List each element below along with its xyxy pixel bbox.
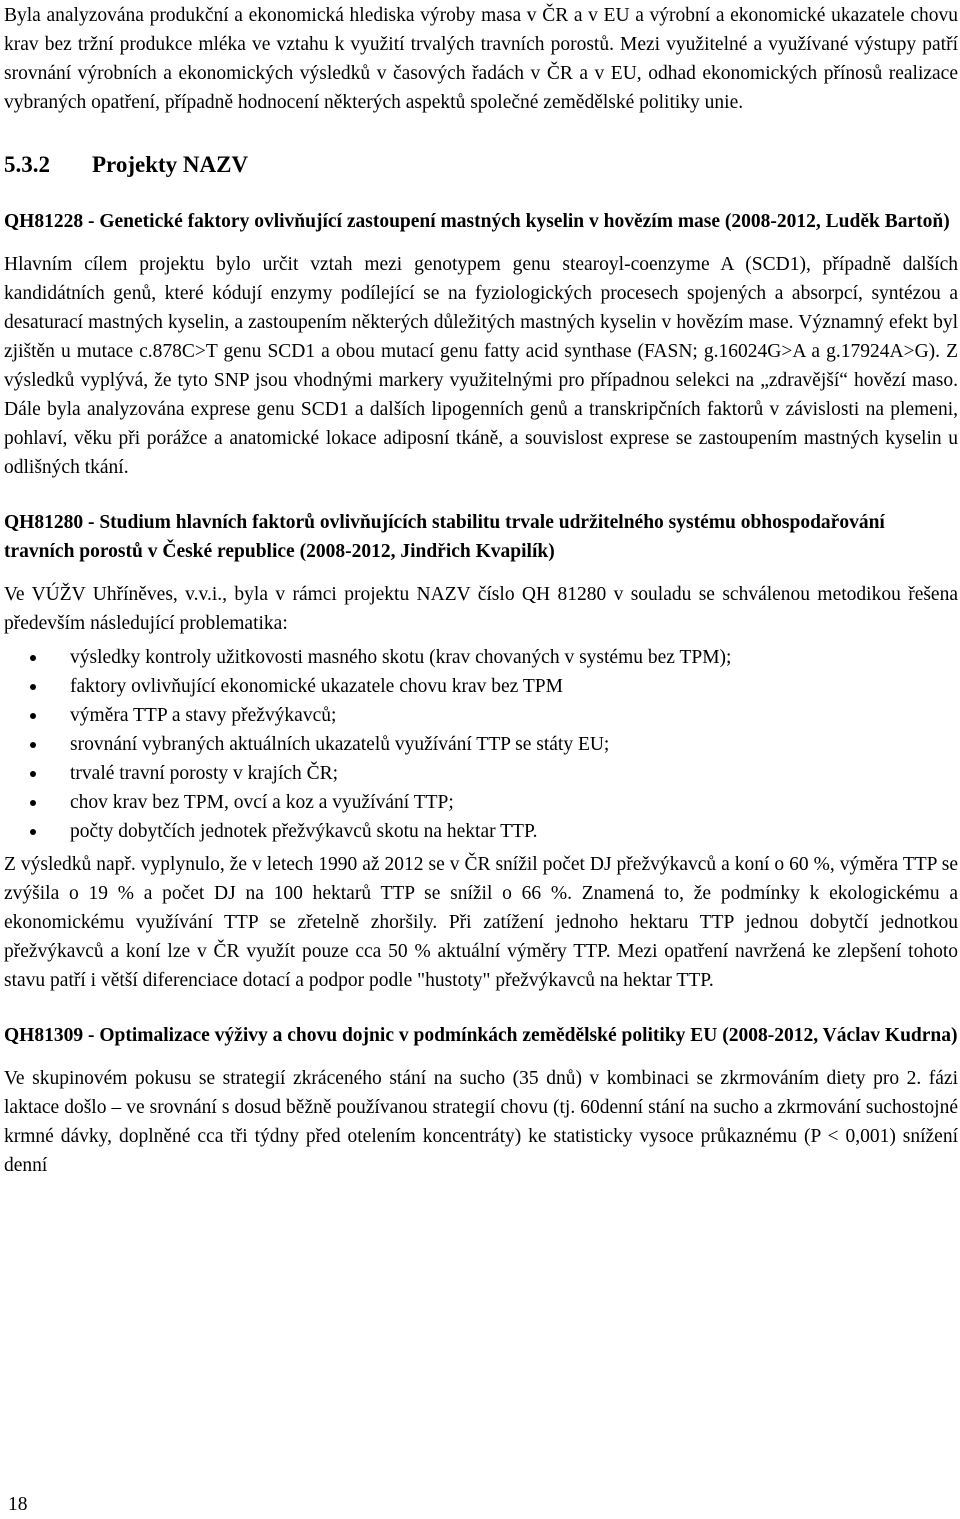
list-item: výsledky kontroly užitkovosti masného skotu (krav chovaných v systému bez TPM);	[4, 643, 958, 672]
list-item: faktory ovlivňující ekonomické ukazatele chovu krav bez TPM	[4, 672, 958, 701]
list-item: trvalé travní porosty v krajích ČR;	[4, 759, 958, 788]
bullet-icon	[30, 829, 36, 835]
project-qh81228	[4, 207, 958, 482]
project-title: QH81280 - Studium hlavních faktorů ovlivňujících stabilitu trvale udržitelného systému obhospodařování travních porostů v České republice (2008-2012, Jindřich Kvapilík)	[4, 512, 885, 562]
section-heading	[4, 150, 958, 180]
project-qh81309	[4, 1021, 958, 1180]
bullet-icon	[30, 655, 36, 661]
bullet-icon	[30, 742, 36, 748]
project-qh81280	[4, 508, 958, 995]
document-page	[4, 0, 958, 1180]
project-body: Ve skupinovém pokusu se strategií zkráceného stání na sucho (35 dnů) v kombinaci se zkrmováním diety pro 2. fázi laktace došlo – ve srovnání s dosud běžně používanou strategií chovu (tj. 60denní stání na sucho a zkrmování suchostojné krmné dávky, doplněné cca tři týdny před otelením koncentráty) ke statisticky vysoce průkaznému (P < 0,001) snížení denní	[4, 1068, 958, 1176]
intro-paragraph: Byla analyzována produkční a ekonomická hlediska výroby masa v ČR a v EU a výrobní a ekonomické ukazatele chovu krav bez tržní produkce mléka ve vztahu k využití trvalých travních porostů. Mezi využitelné a využívané výstupy patří srovnání výrobních a ekonomických výsledků v časových řadách v ČR a v EU, odhad ekonomických přínosů realizace vybraných opatření, případně hodnocení některých aspektů společné zemědělské politiky unie.	[4, 5, 958, 113]
project-title: QH81309 - Optimalizace výživy a chovu dojnic v podmínkách zemědělské politiky EU (2008-2012, Václav Kudrna)	[4, 1025, 958, 1046]
bullet-icon	[30, 684, 36, 690]
bullet-list	[4, 643, 958, 846]
section-number: 5.3.2	[4, 152, 50, 177]
project-body: Hlavním cílem projektu bylo určit vztah mezi genotypem genu stearoyl-coenzyme A (SCD1), případně dalších kandidátních genů, které kódují enzymy podílející se na fyziologických procesech spojených a absorpcí, syntézou a desaturací mastných kyselin, a zastoupením některých důležitých mastných kyselin v hovězím mase. Významný efekt byl zjištěn u mutace c.878C>T genu SCD1 a obou mutací genu fatty acid synthase (FASN; g.16024G>A a g.17924A>G). Z výsledků vyplývá, že tyto SNP jsou vhodnými markery využitelnými pro případnou selekci na „zdravější“ hovězí maso. Dále byla analyzována exprese genu SCD1 a dalších lipogenních genů a transkripčních faktorů v závislosti na plemeni, pohlaví, věku při porážce a anatomické lokace adiposní tkáně, a souvislost exprese se zastoupením mastných kyselin u odlišných tkání.	[4, 254, 958, 478]
list-item: srovnání vybraných aktuálních ukazatelů využívání TTP se státy EU;	[4, 730, 958, 759]
bullet-icon	[30, 800, 36, 806]
page-number: 18	[8, 1494, 28, 1515]
project-intro: Ve VÚŽV Uhříněves, v.v.i., byla v rámci projektu NAZV číslo QH 81280 v souladu se schválenou metodikou řešena především následující problematika:	[4, 584, 958, 634]
list-item: chov krav bez TPM, ovcí a koz a využívání TTP;	[4, 788, 958, 817]
section-title: Projekty NAZV	[92, 152, 249, 177]
list-item: výměra TTP a stavy přežvýkavců;	[4, 701, 958, 730]
bullet-icon	[30, 713, 36, 719]
project-conclusion: Z výsledků např. vyplynulo, že v letech 1990 až 2012 se v ČR snížil počet DJ přežvýkavců a koní o 60 %, výměra TTP se zvýšila o 19 % a počet DJ na 100 hektarů TTP se snížil o 66 %. Znamená to, že podmínky k ekologickému a ekonomickému využívání TTP se zřetelně zhoršily. Při zatížení jednoho hektaru TTP jednou dobytčí jednotkou přežvýkavců a koní lze v ČR využít pouze cca 50 % aktuální výměry TTP. Mezi opatření navržená ke zlepšení tohoto stavu patří i větší diferenciace dotací a podpor podle "hustoty" přežvýkavců na hektar TTP.	[4, 854, 958, 991]
list-item: počty dobytčích jednotek přežvýkavců skotu na hektar TTP.	[4, 817, 958, 846]
project-title: QH81228 - Genetické faktory ovlivňující zastoupení mastných kyselin v hovězím mase (2008-2012, Luděk Bartoň)	[4, 211, 950, 232]
bullet-icon	[30, 771, 36, 777]
